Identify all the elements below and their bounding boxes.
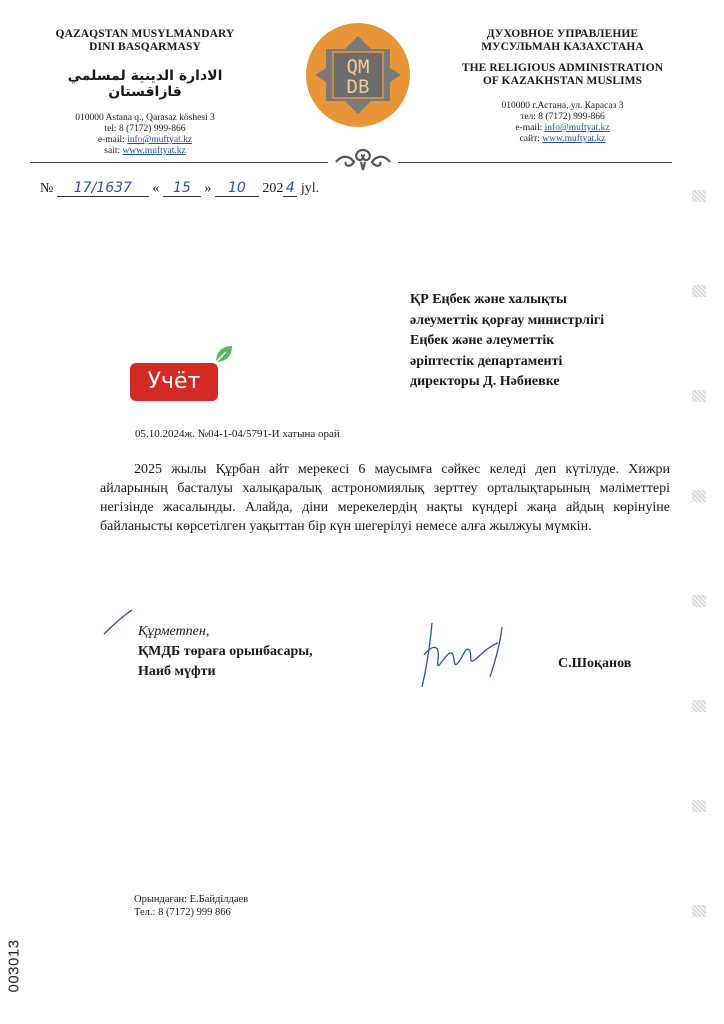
document-month: 10: [215, 180, 259, 197]
site-link-right[interactable]: www.muftyat.kz: [542, 134, 606, 144]
registration-stamp: Учёт: [130, 363, 218, 401]
scan-artifact: [692, 800, 706, 812]
logo-text-top: QM: [346, 56, 370, 78]
scan-artifact: [692, 595, 706, 607]
year-suffix: jyl.: [300, 181, 320, 196]
close-quote: »: [204, 181, 212, 196]
body-paragraph: 2025 жылы Құрбан айт мерекесі 6 маусымға сәйкес келеді деп күтілуде. Хижри айларының басталуы халықаралық астрономиялық зерттеу орталықтарының мәліметтері негізінде жасалынды. Алайда, діни мерекелердің нақты күндері жаңа айдың көрінуіне байланысты көрсетілген уақыттан бір күн шегерілуі немесе алға жылжуы мүмкін.: [100, 462, 670, 534]
ornament-icon: [328, 146, 398, 174]
addressee-block: [410, 290, 604, 393]
year-prefix: 202: [262, 181, 284, 196]
tel-left: tel: 8 (7172) 999-866: [104, 124, 186, 134]
signer-name: С.Шоқанов: [558, 656, 632, 671]
addressee-line: директоры Д. Нәбиевке: [410, 374, 560, 389]
site-link-left[interactable]: www.muftyat.kz: [122, 146, 186, 156]
reference-line: 05.10.2024ж. №04-1-04/5791-И хатына орай: [135, 428, 340, 440]
handwritten-signature: [410, 615, 520, 690]
document-number: 17/1637: [57, 180, 149, 197]
email-link-left[interactable]: info@muftyat.kz: [127, 135, 193, 145]
addressee-line: әлеуметтік қорғау министрлігі: [410, 312, 605, 328]
org-name-russian-line2: МУСУЛЬМАН КАЗАХСТАНА: [481, 41, 644, 53]
executor-name: Орындаған: Е.Байділдаев: [134, 894, 249, 905]
email-label-left: e-mail:: [97, 135, 125, 145]
document-day: 15: [163, 180, 201, 197]
email-label-right: e-mail:: [515, 123, 543, 133]
address-right: 010000 г.Астана, ул. Карасаз 3: [501, 101, 624, 111]
executor-phone: Тел.: 8 (7172) 999 866: [134, 907, 231, 918]
site-label-left: sait:: [104, 146, 121, 156]
org-logo: [305, 22, 411, 128]
scan-artifact: [692, 285, 706, 297]
scan-artifact: [692, 490, 706, 502]
scan-artifact: [692, 700, 706, 712]
side-registration-number: 003013: [5, 939, 23, 993]
signature-block: [138, 622, 313, 682]
addressee-line: ҚР Еңбек және халықты: [410, 292, 567, 307]
tel-right: тел: 8 (7172) 999-866: [520, 112, 605, 122]
org-name-english-line1: THE RELIGIOUS ADMINISTRATION: [461, 62, 664, 74]
address-block-left: [40, 113, 250, 157]
scan-artifact: [692, 390, 706, 402]
org-name-latin-line2: DINI BASQARMASY: [89, 41, 201, 53]
closing-phrase: Құрметпен,: [138, 624, 210, 639]
address-block-right: [445, 101, 680, 145]
org-name-arabic: الادارة الدينية لمسلمي قازاقستان: [67, 68, 223, 100]
document-number-line: [40, 180, 319, 197]
leaf-icon: [212, 342, 236, 366]
header-left: [40, 28, 250, 157]
number-prefix: №: [40, 181, 54, 196]
address-left: 010000 Astana q., Qarasaz köshesi 3: [75, 113, 215, 123]
open-quote: «: [152, 181, 160, 196]
year-digit: 4: [283, 180, 297, 197]
scan-artifact: [692, 905, 706, 917]
signer-position-line1: ҚМДБ төраға орынбасары,: [138, 644, 313, 659]
letter-body: [100, 460, 670, 536]
addressee-line: Еңбек және әлеуметтік: [410, 333, 555, 348]
org-name-latin-line1: QAZAQSTAN MUSYLMANDARY: [55, 28, 235, 40]
email-link-right[interactable]: info@muftyat.kz: [544, 123, 610, 133]
org-name-english-line2: OF KAZAKHSTAN MUSLIMS: [482, 75, 643, 87]
logo-text-bottom: DB: [346, 76, 370, 98]
header-right: [445, 28, 680, 145]
scan-artifact: [692, 190, 706, 202]
addressee-line: әріптестік департаменті: [410, 353, 563, 369]
signer-position-line2: Наиб мүфти: [138, 664, 216, 679]
site-label-right: сайт:: [519, 134, 540, 144]
org-name-russian-line1: ДУХОВНОЕ УПРАВЛЕНИЕ: [486, 28, 639, 40]
footer-executor-block: [134, 893, 248, 919]
